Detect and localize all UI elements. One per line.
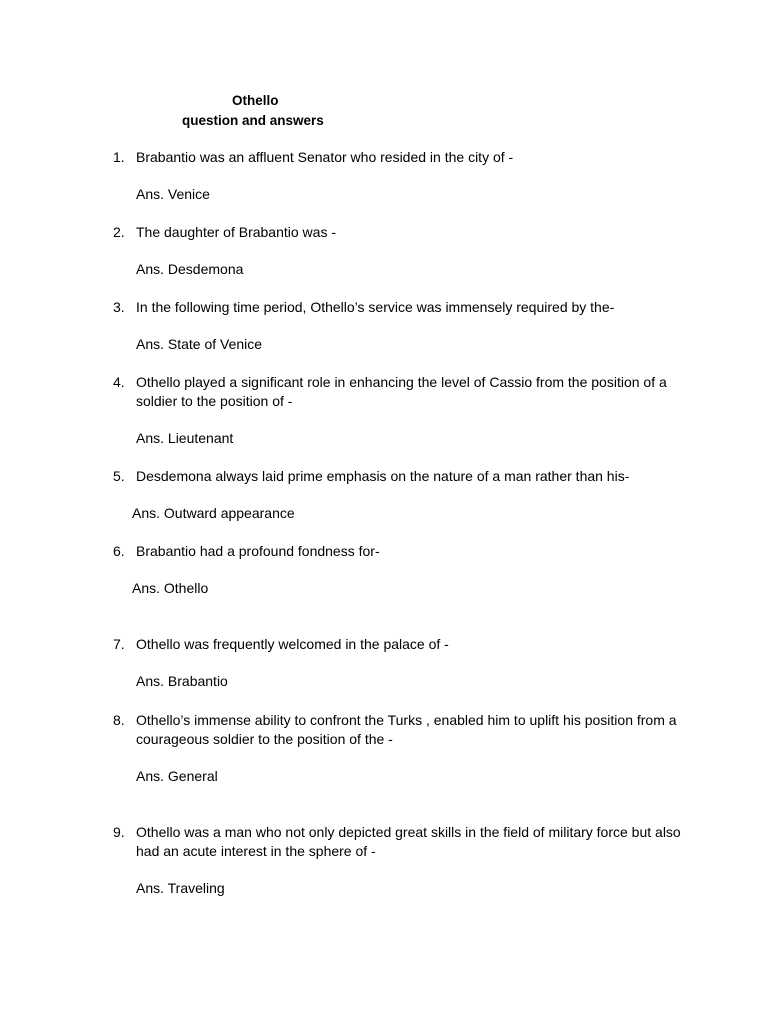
question-number: 5. (113, 468, 125, 484)
question-text-continued: had an acute interest in the sphere of - (136, 843, 376, 859)
answer-text: Ans. General (136, 768, 218, 784)
question-number: 4. (113, 374, 125, 390)
question-number: 3. (113, 299, 125, 315)
question-text: Othello was a man who not only depicted great skills in the field of military force but also (136, 824, 681, 840)
document-subtitle: question and answers (182, 113, 324, 128)
question-number: 9. (113, 824, 125, 840)
answer-text: Ans. Venice (136, 186, 210, 202)
question-number: 8. (113, 712, 125, 728)
answer-text: Ans. Othello (132, 580, 209, 596)
question-text: Othello played a significant role in enhancing the level of Cassio from the position of a (136, 374, 667, 390)
question-text: The daughter of Brabantio was - (136, 224, 337, 240)
answer-text: Ans. Desdemona (136, 261, 244, 277)
answer-text: Ans. Traveling (136, 880, 225, 896)
question-number: 2. (113, 224, 125, 240)
question-number: 1. (113, 149, 125, 165)
answer-text: Ans. Brabantio (136, 673, 228, 689)
question-number: 6. (113, 543, 125, 559)
question-text: Brabantio was an affluent Senator who resided in the city of - (136, 149, 514, 165)
question-text: Othello was frequently welcomed in the palace of - (136, 636, 449, 652)
answer-text: Ans. State of Venice (136, 336, 263, 352)
answer-text: Ans. Lieutenant (136, 430, 234, 446)
answer-text: Ans. Outward appearance (132, 505, 295, 521)
question-text: Desdemona always laid prime emphasis on the nature of a man rather than his- (136, 468, 630, 484)
question-number: 7. (113, 636, 125, 652)
question-text: Brabantio had a profound fondness for- (136, 543, 380, 559)
document-title: Othello (232, 93, 279, 108)
question-text: Othello’s immense ability to confront the Turks , enabled him to uplift his position from a (136, 712, 677, 728)
question-text: In the following time period, Othello’s service was immensely required by the- (136, 299, 615, 315)
question-text-continued: courageous soldier to the position of the - (136, 731, 393, 747)
question-text-continued: soldier to the position of - (136, 393, 293, 409)
